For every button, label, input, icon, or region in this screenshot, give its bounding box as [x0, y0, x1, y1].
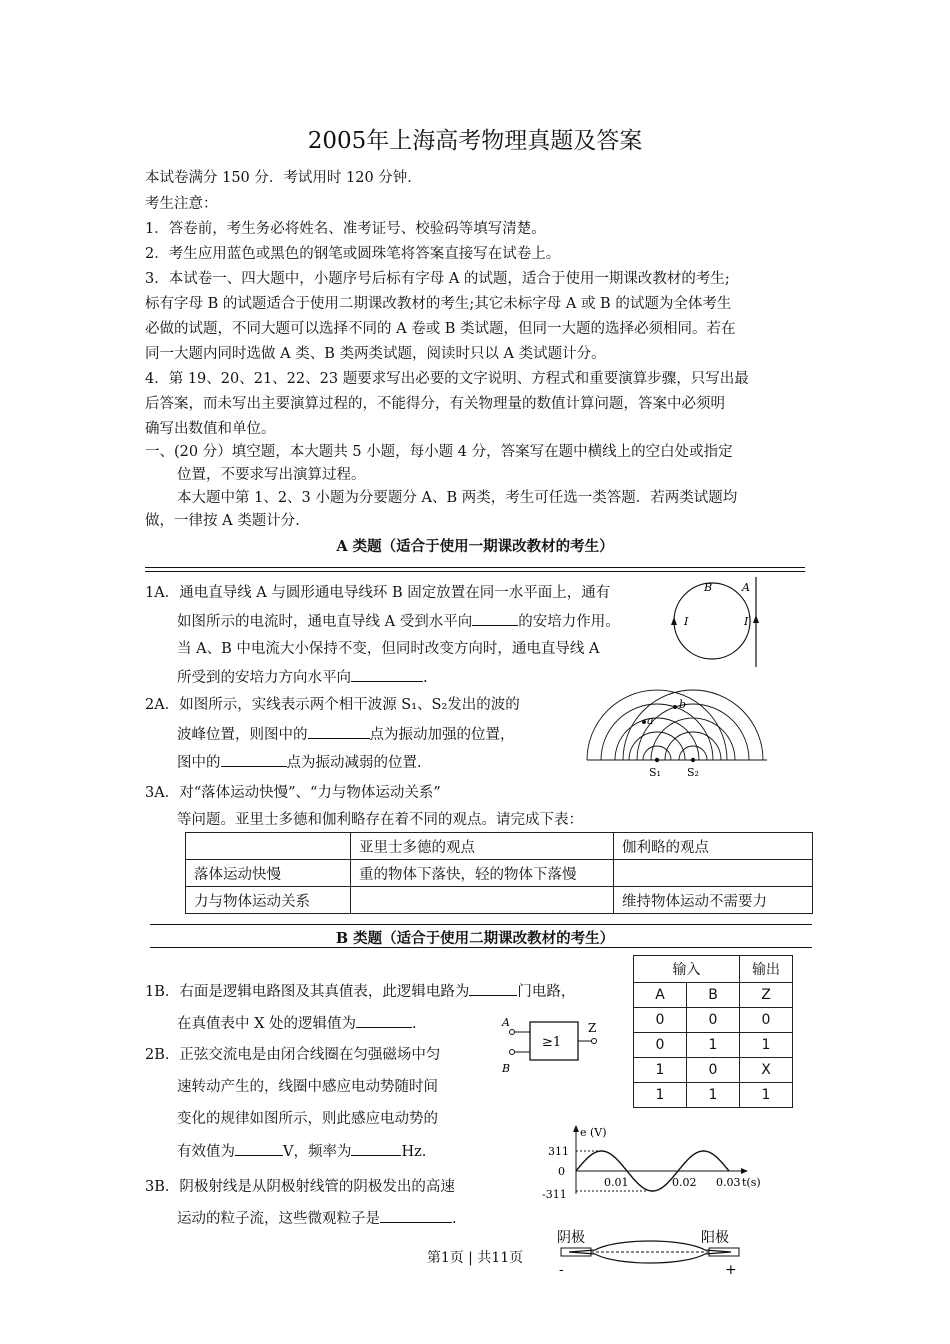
tick-t2: 0.02 [672, 1176, 697, 1189]
section-a-heading: A 类题（适合于使用一期课改教材的考生） [336, 538, 614, 555]
loop-current-arrow [671, 617, 677, 625]
notice-4-line3: 确写出数值和单位。 [145, 421, 276, 437]
logic-gate-figure [500, 1010, 610, 1075]
notice-3-line1: 3．本试卷一、四大题中，小题序号后标有字母 A 的试题，适合于使用一期课改教材的考生; [145, 271, 730, 287]
table-cell: 重的物体下落快，轻的物体下落慢 [351, 860, 614, 887]
point-a [642, 720, 646, 724]
tick-max: 311 [548, 1145, 569, 1158]
notice-4-line2: 后答案，而未写出主要演算过程的，不能得分，有关物理量的数值计算问题，答案中必须明 [145, 396, 725, 412]
answer-blank[interactable] [235, 1141, 283, 1156]
answer-blank[interactable] [380, 1208, 452, 1223]
q1b-line1: 1B．右面是逻辑电路图及其真值表，此逻辑电路为 门电路， [145, 981, 575, 1002]
notice-3-line3: 必做的试题，不同大题可以选择不同的 A 卷或 B 类试题，但同一大题的选择必须相同。若在 [145, 321, 736, 337]
tick-t3: 0.03 [716, 1176, 741, 1189]
section-b-rule-bottom [150, 947, 812, 948]
wire-loop-figure [670, 575, 770, 675]
truth-col: Z [740, 983, 793, 1008]
table-row [634, 956, 793, 983]
part1-line3: 本大题中第 1、2、3 小题为分要题分 A、B 两类，考生可任选一类答题．若两类试题均 [177, 490, 738, 506]
truth-table [633, 955, 793, 1108]
table-row [634, 1033, 793, 1058]
tick-zero: 0 [558, 1165, 565, 1178]
minus-sign: - [559, 1262, 564, 1278]
answer-blank[interactable] [356, 1013, 412, 1028]
answer-blank[interactable] [351, 667, 423, 682]
truth-cell: 1 [687, 1083, 740, 1108]
truth-cell: 1 [687, 1033, 740, 1058]
table-row [634, 1008, 793, 1033]
table-cell-blank[interactable] [351, 887, 614, 914]
exam-intro: 本试卷满分 150 分．考试用时 120 分钟． [145, 170, 422, 186]
answer-blank[interactable] [469, 981, 517, 996]
label-a: A [742, 581, 750, 594]
part1-line1: 一、(20 分）填空题，本大题共 5 小题，每小题 4 分，答案写在题中横线上的空白处或指定 [145, 444, 733, 460]
wire-current-arrow [753, 615, 759, 623]
terminal [592, 1039, 597, 1044]
q2b-line4: 有效值为 V，频率为 Hz. [177, 1141, 426, 1162]
viewpoint-table [185, 832, 813, 914]
table-cell: 维持物体运动不需要力 [614, 887, 813, 914]
section-b-rule-top [150, 924, 812, 925]
table-cell: 伽利略的观点 [614, 833, 813, 860]
emf-time-graph [530, 1122, 770, 1204]
notice-2: 2．考生应用蓝色或黑色的钢笔或圆珠笔将答案直接写在试卷上。 [145, 246, 561, 262]
q2b-line3: 变化的规律如图所示，则此感应电动势的 [177, 1111, 438, 1127]
truth-header-output: 输出 [740, 956, 793, 983]
wavefronts-s1 [587, 690, 727, 760]
section-a-rule-bottom [145, 571, 805, 572]
q3b-line2: 运动的粒子流，这些微观粒子是 . [177, 1208, 457, 1229]
notice-3-line4: 同一大题内同时选做 A 类、B 类两类试题，阅读时只以 A 类试题计分。 [145, 346, 606, 362]
label-a: A [502, 1016, 510, 1029]
page-title: 2005年上海高考物理真题及答案 [307, 128, 643, 154]
q2a-line1: 2A．如图所示，实线表示两个相干波源 S₁、S₂发出的波的 [145, 697, 520, 713]
y-axis-label: e (V) [580, 1126, 607, 1139]
notice-label: 考生注意： [145, 196, 218, 212]
label-s1: S₁ [649, 766, 661, 779]
truth-col: A [634, 983, 687, 1008]
truth-col: B [687, 983, 740, 1008]
label-z: Z [588, 1021, 597, 1035]
table-cell: 亚里士多德的观点 [351, 833, 614, 860]
table-cell: 力与物体运动关系 [186, 887, 351, 914]
truth-cell: 1 [740, 1033, 793, 1058]
label-s2: S₂ [687, 766, 699, 779]
part1-line2: 位置，不要求写出演算过程。 [177, 467, 366, 483]
table-cell-blank[interactable] [614, 860, 813, 887]
table-cell: 落体运动快慢 [186, 860, 351, 887]
truth-cell: X [740, 1058, 793, 1083]
source-s2 [691, 758, 695, 762]
tick-min: -311 [542, 1188, 567, 1201]
label-b: B [704, 581, 713, 594]
q1b-line2: 在真值表中 X 处的逻辑值为 . [177, 1013, 417, 1034]
table-row [186, 860, 813, 887]
page-footer: 第1页 | 共11页 [426, 1250, 524, 1266]
q2a-line2: 波峰位置，则图中的 点为振动加强的位置， [177, 724, 515, 745]
q1a-line1: 1A．通电直导线 A 与圆形通电导线环 B 固定放置在同一水平面上，通有 [145, 585, 611, 601]
source-s1 [655, 758, 659, 762]
answer-blank[interactable] [221, 752, 287, 767]
truth-cell: 1 [740, 1083, 793, 1108]
terminal [510, 1030, 515, 1035]
anode-label: 阳极 [701, 1230, 729, 1246]
table-row [634, 1083, 793, 1108]
x-axis-label: t(s) [742, 1176, 761, 1189]
x-axis-arrow [741, 1168, 748, 1174]
table-row [186, 833, 813, 860]
truth-cell: 0 [740, 1008, 793, 1033]
notice-3-line2: 标有字母 B 的试题适合于使用二期课改教材的考生;其它未标字母 A 或 B 的试题为全体考生 [145, 296, 732, 312]
truth-cell: 1 [634, 1058, 687, 1083]
point-b [673, 705, 677, 709]
answer-blank[interactable] [308, 724, 370, 739]
section-a-rule-top [145, 567, 805, 568]
label-b: b [679, 698, 687, 711]
label-b: B [502, 1062, 511, 1075]
label-i-loop: I [684, 615, 689, 628]
tick-t1: 0.01 [604, 1176, 629, 1189]
y-axis-arrow [573, 1125, 579, 1132]
table-row [634, 983, 793, 1008]
section-b-heading: B 类题（适合于使用二期课改教材的考生） [335, 930, 615, 947]
truth-header-input: 输入 [634, 956, 740, 983]
truth-cell: 0 [687, 1058, 740, 1083]
table-row [186, 887, 813, 914]
part1-line4: 做，一律按 A 类题计分. [145, 513, 300, 529]
truth-cell: 0 [634, 1033, 687, 1058]
notice-4-line1: 4．第 19、20、21、22、23 题要求写出必要的文字说明、方程式和重要演算步骤，只写出最 [145, 371, 749, 387]
notice-1: 1．答卷前，考生务必将姓名、准考证号、校验码等填写清楚。 [145, 221, 546, 237]
terminal [510, 1050, 515, 1055]
label-i-wire: I [744, 615, 749, 628]
answer-blank[interactable] [351, 1141, 401, 1156]
answer-blank[interactable] [472, 611, 518, 626]
table-cell [186, 833, 351, 860]
plus-sign: + [725, 1262, 737, 1278]
q3a-line2: 等问题。亚里士多德和伽利略存在着不同的观点。请完成下表： [177, 812, 583, 828]
gate-symbol: ≥1 [542, 1035, 562, 1050]
q1a-line2: 如图所示的电流时，通电直导线 A 受到水平向 的安培力作用。 [177, 611, 620, 632]
q2a-line3: 图中的 点为振动减弱的位置. [177, 752, 422, 773]
truth-cell: 0 [687, 1008, 740, 1033]
label-a: a [647, 714, 654, 727]
truth-cell: 0 [634, 1008, 687, 1033]
wavefronts-s2 [623, 690, 763, 760]
q1a-line4: 所受到的安培力方向水平向 . [177, 667, 428, 688]
q2b-line1: 2B．正弦交流电是由闭合线圈在匀强磁场中匀 [145, 1047, 441, 1063]
truth-cell: 1 [634, 1083, 687, 1108]
cathode-label: 阴极 [557, 1230, 585, 1246]
table-row [634, 1058, 793, 1083]
q1a-line3: 当 A、B 中电流大小保持不变，但同时改变方向时，通电直导线 A [177, 641, 600, 657]
q3a-line1: 3A．对“落体运动快慢”、“力与物体运动关系” [145, 785, 441, 801]
q3b-line1: 3B．阴极射线是从阴极射线管的阴极发出的高速 [145, 1179, 455, 1195]
q2b-line2: 速转动产生的，线圈中感应电动势随时间 [177, 1079, 438, 1095]
wave-interference-figure [585, 688, 770, 780]
